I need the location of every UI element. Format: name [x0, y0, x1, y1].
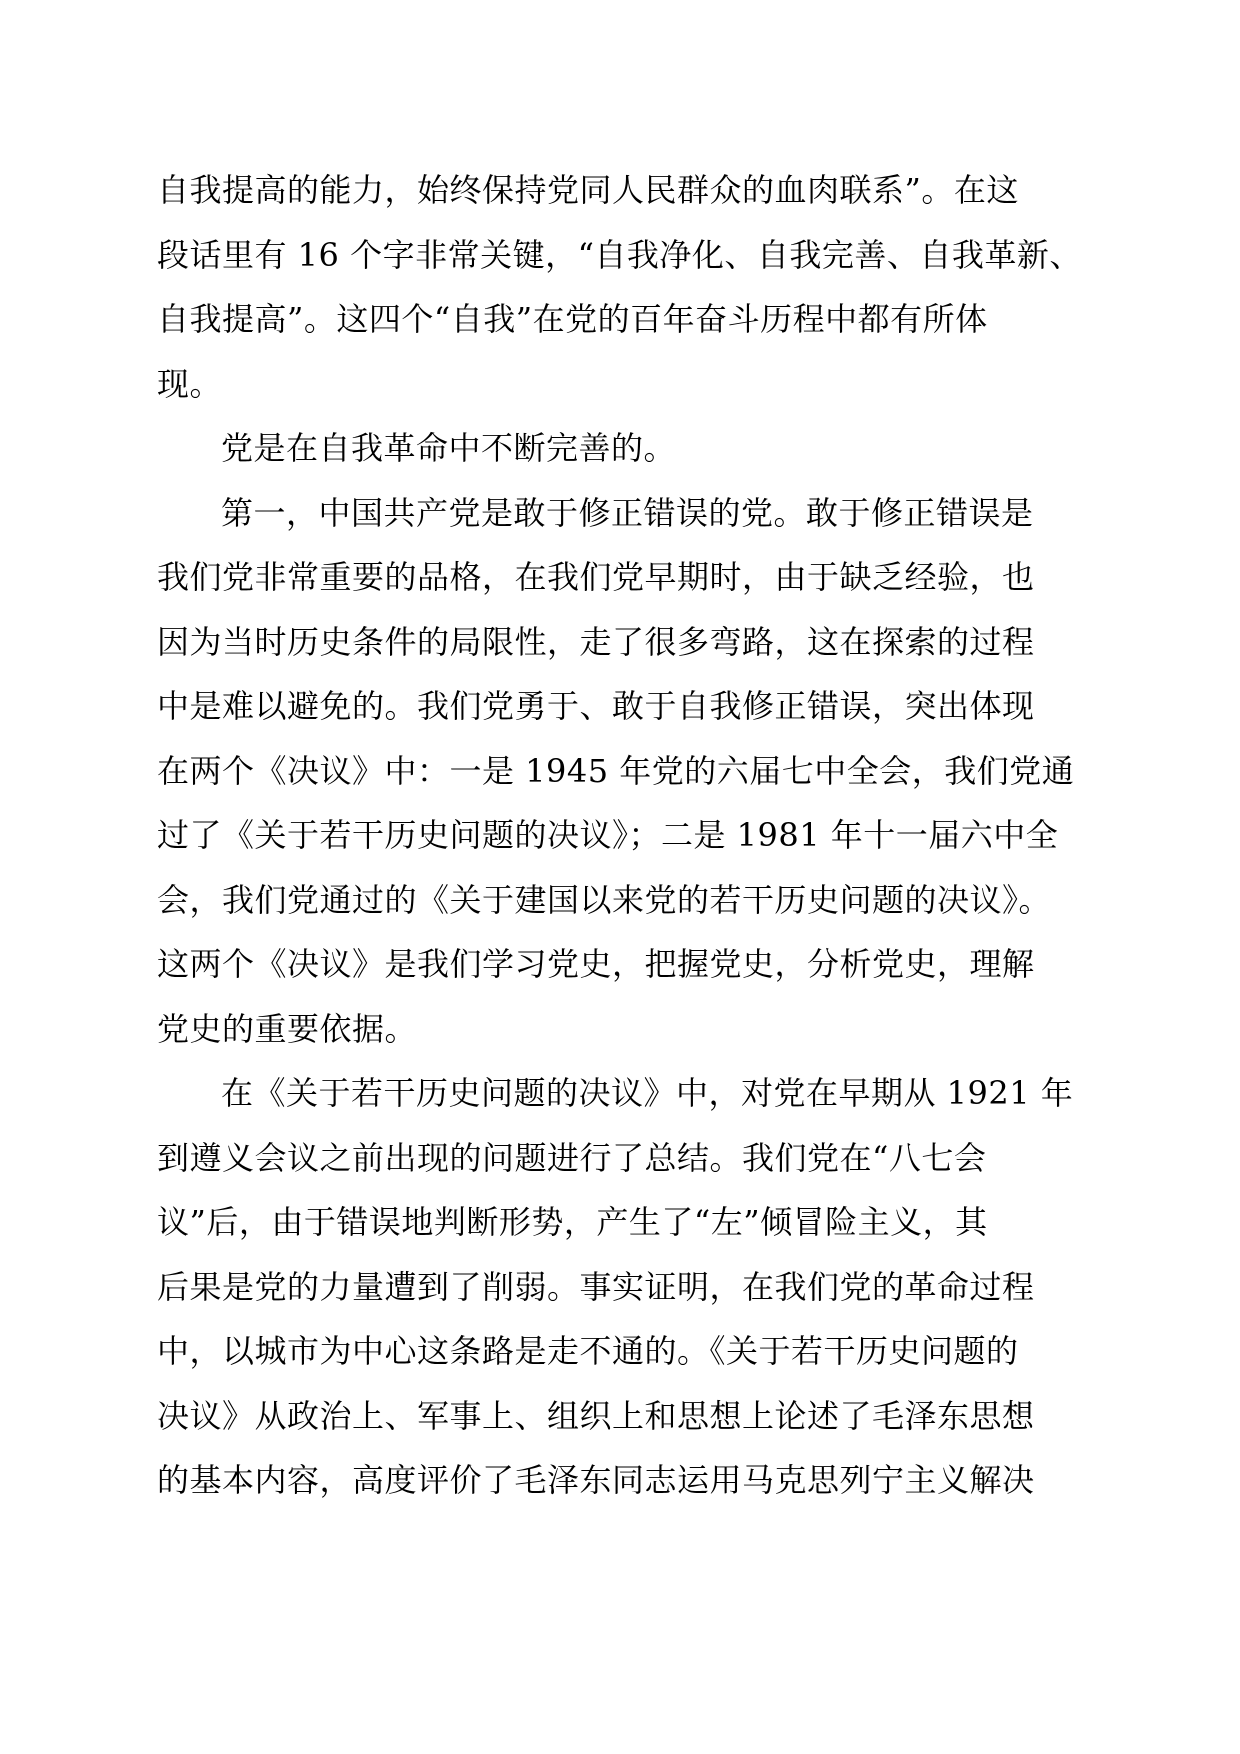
text-line: 过了《关于若干历史问题的决议》；二是 1981 年十一届六中全 — [157, 816, 1059, 854]
text-line: 现。 — [157, 364, 223, 403]
body-text — [157, 158, 1097, 1513]
text-line: 中是难以避免的。我们党勇于、敢于自我修正错误，突出体现 — [157, 687, 1035, 725]
text-line: 我们党非常重要的品格，在我们党早期时，由于缺乏经验，也 — [157, 558, 1035, 596]
text-line: 中，以城市为中心这条路是走不通的。《关于若干历史问题的 — [157, 1332, 1019, 1370]
text-line: 因为当时历史条件的局限性，走了很多弯路，这在探索的过程 — [157, 622, 1035, 661]
text-line: 段话里有 16 个字非常关键，“自我净化、自我完善、自我革新、 — [157, 235, 1082, 274]
text-line: 的基本内容，高度评价了毛泽东同志运用马克思列宁主义解决 — [157, 1461, 1035, 1499]
text-line: 自我提高”。这四个“自我”在党的百年奋斗历程中都有所体 — [157, 300, 988, 338]
text-line: 到遵义会议之前出现的问题进行了总结。我们党在“八七会 — [157, 1138, 987, 1177]
text-line: 会，我们党通过的《关于建国以来党的若干历史问题的决议》。 — [157, 880, 1052, 919]
paragraph-start-line: 在《关于若干历史问题的决议》中，对党在早期从 1921 年 — [221, 1074, 1074, 1112]
text-line: 在两个《决议》中：一是 1945 年党的六届七中全会，我们党通 — [157, 751, 1075, 790]
paragraph-start-line: 党是在自我革命中不断完善的。 — [221, 429, 677, 467]
text-line: 这两个《决议》是我们学习党史，把握党史，分析党史，理解 — [157, 945, 1035, 983]
text-line: 党史的重要依据。 — [157, 1009, 418, 1048]
text-line: 自我提高的能力，始终保持党同人民群众的血肉联系”。在这 — [157, 171, 1019, 209]
text-line: 议”后，由于错误地判断形势，产生了“左”倾冒险主义，其 — [157, 1203, 988, 1241]
paragraph-start-line: 第一，中国共产党是敢于修正错误的党。敢于修正错误是 — [221, 493, 1034, 532]
text-line: 后果是党的力量遭到了削弱。事实证明，在我们党的革命过程 — [157, 1267, 1035, 1306]
text-line: 决议》从政治上、军事上、组织上和思想上论述了毛泽东思想 — [157, 1396, 1035, 1435]
